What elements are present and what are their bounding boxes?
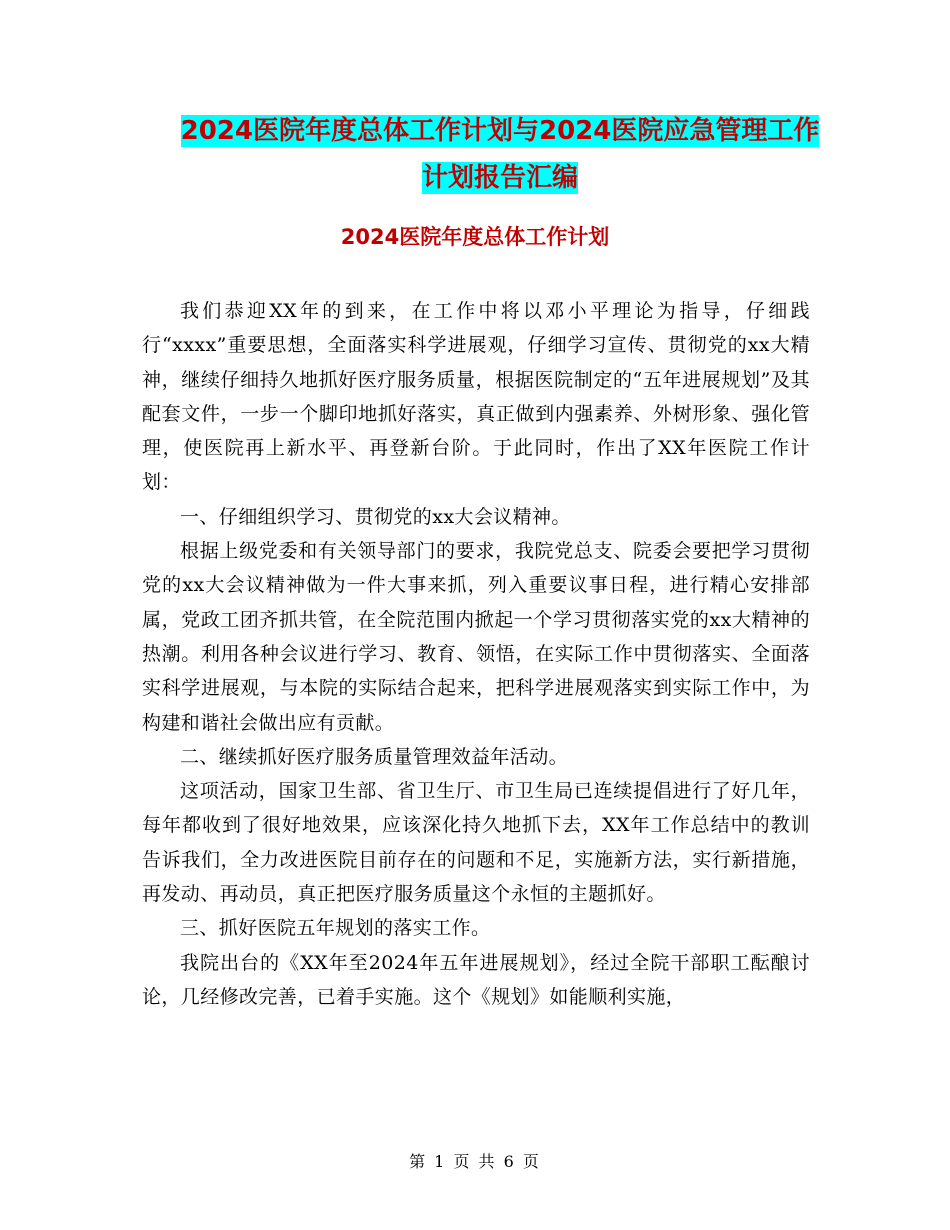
paragraph: 这项活动，国家卫生部、省卫生厅、市卫生局已连续提倡进行了好几年，每年都收到了很好地效果，应该深化持久地抓下去，XX年工作总结中的教训告诉我们，全力改进医院目前存在的问题和不足，实施新方法，实行新措施，再发动、再动员，真正把医疗服务质量这个永恒的主题抓好。	[142, 780, 810, 906]
section-title: 2024医院年度总体工作计划	[340, 225, 610, 249]
paragraph: 三、抓好医院五年规划的落实工作。	[180, 917, 491, 940]
document-title	[140, 108, 860, 202]
paragraph: 二、继续抓好医疗服务质量管理效益年活动。	[180, 745, 569, 768]
paragraph: 我院出台的《XX年至2024年五年进展规划》，经过全院干部职工酝酿讨论，几经修改完善，已着手实施。这个《规划》如能顺利实施，	[142, 951, 810, 1008]
page-footer: 第 1 页 共 6 页	[409, 1152, 541, 1171]
paragraph: 我们恭迎XX年的到来，在工作中将以邓小平理论为指导，仔细践行“xxxx”重要思想，全面落实科学进展观，仔细学习宣传、贯彻党的xx大精神，继续仔细持久地抓好医疗服务质量，根据医院制定的“五年进展规划”及其配套文件，一步一个脚印地抓好落实，真正做到内强素养、外树形象、强化管理，使医院再上新水平、再登新台阶。于此同时，作出了XX年医院工作计划：	[142, 300, 810, 494]
paragraph: 一、仔细组织学习、贯彻党的xx大会议精神。	[180, 505, 571, 528]
document-title-line1: 2024医院年度总体工作计划与2024医院应急管理工作	[180, 116, 820, 146]
document-body	[142, 294, 810, 1014]
paragraph: 根据上级党委和有关领导部门的要求，我院党总支、院委会要把学习贯彻党的xx大会议精神做为一件大事来抓，列入重要议事日程，进行精心安排部属，党政工团齐抓共管，在全院范围内掀起一个学习贯彻落实党的xx大精神的热潮。利用各种会议进行学习、教育、领悟，在实际工作中贯彻落实、全面落实科学进展观，与本院的实际结合起来，把科学进展观落实到实际工作中，为构建和谐社会做出应有贡献。	[142, 540, 810, 734]
document-title-line2: 计划报告汇编	[421, 163, 578, 193]
